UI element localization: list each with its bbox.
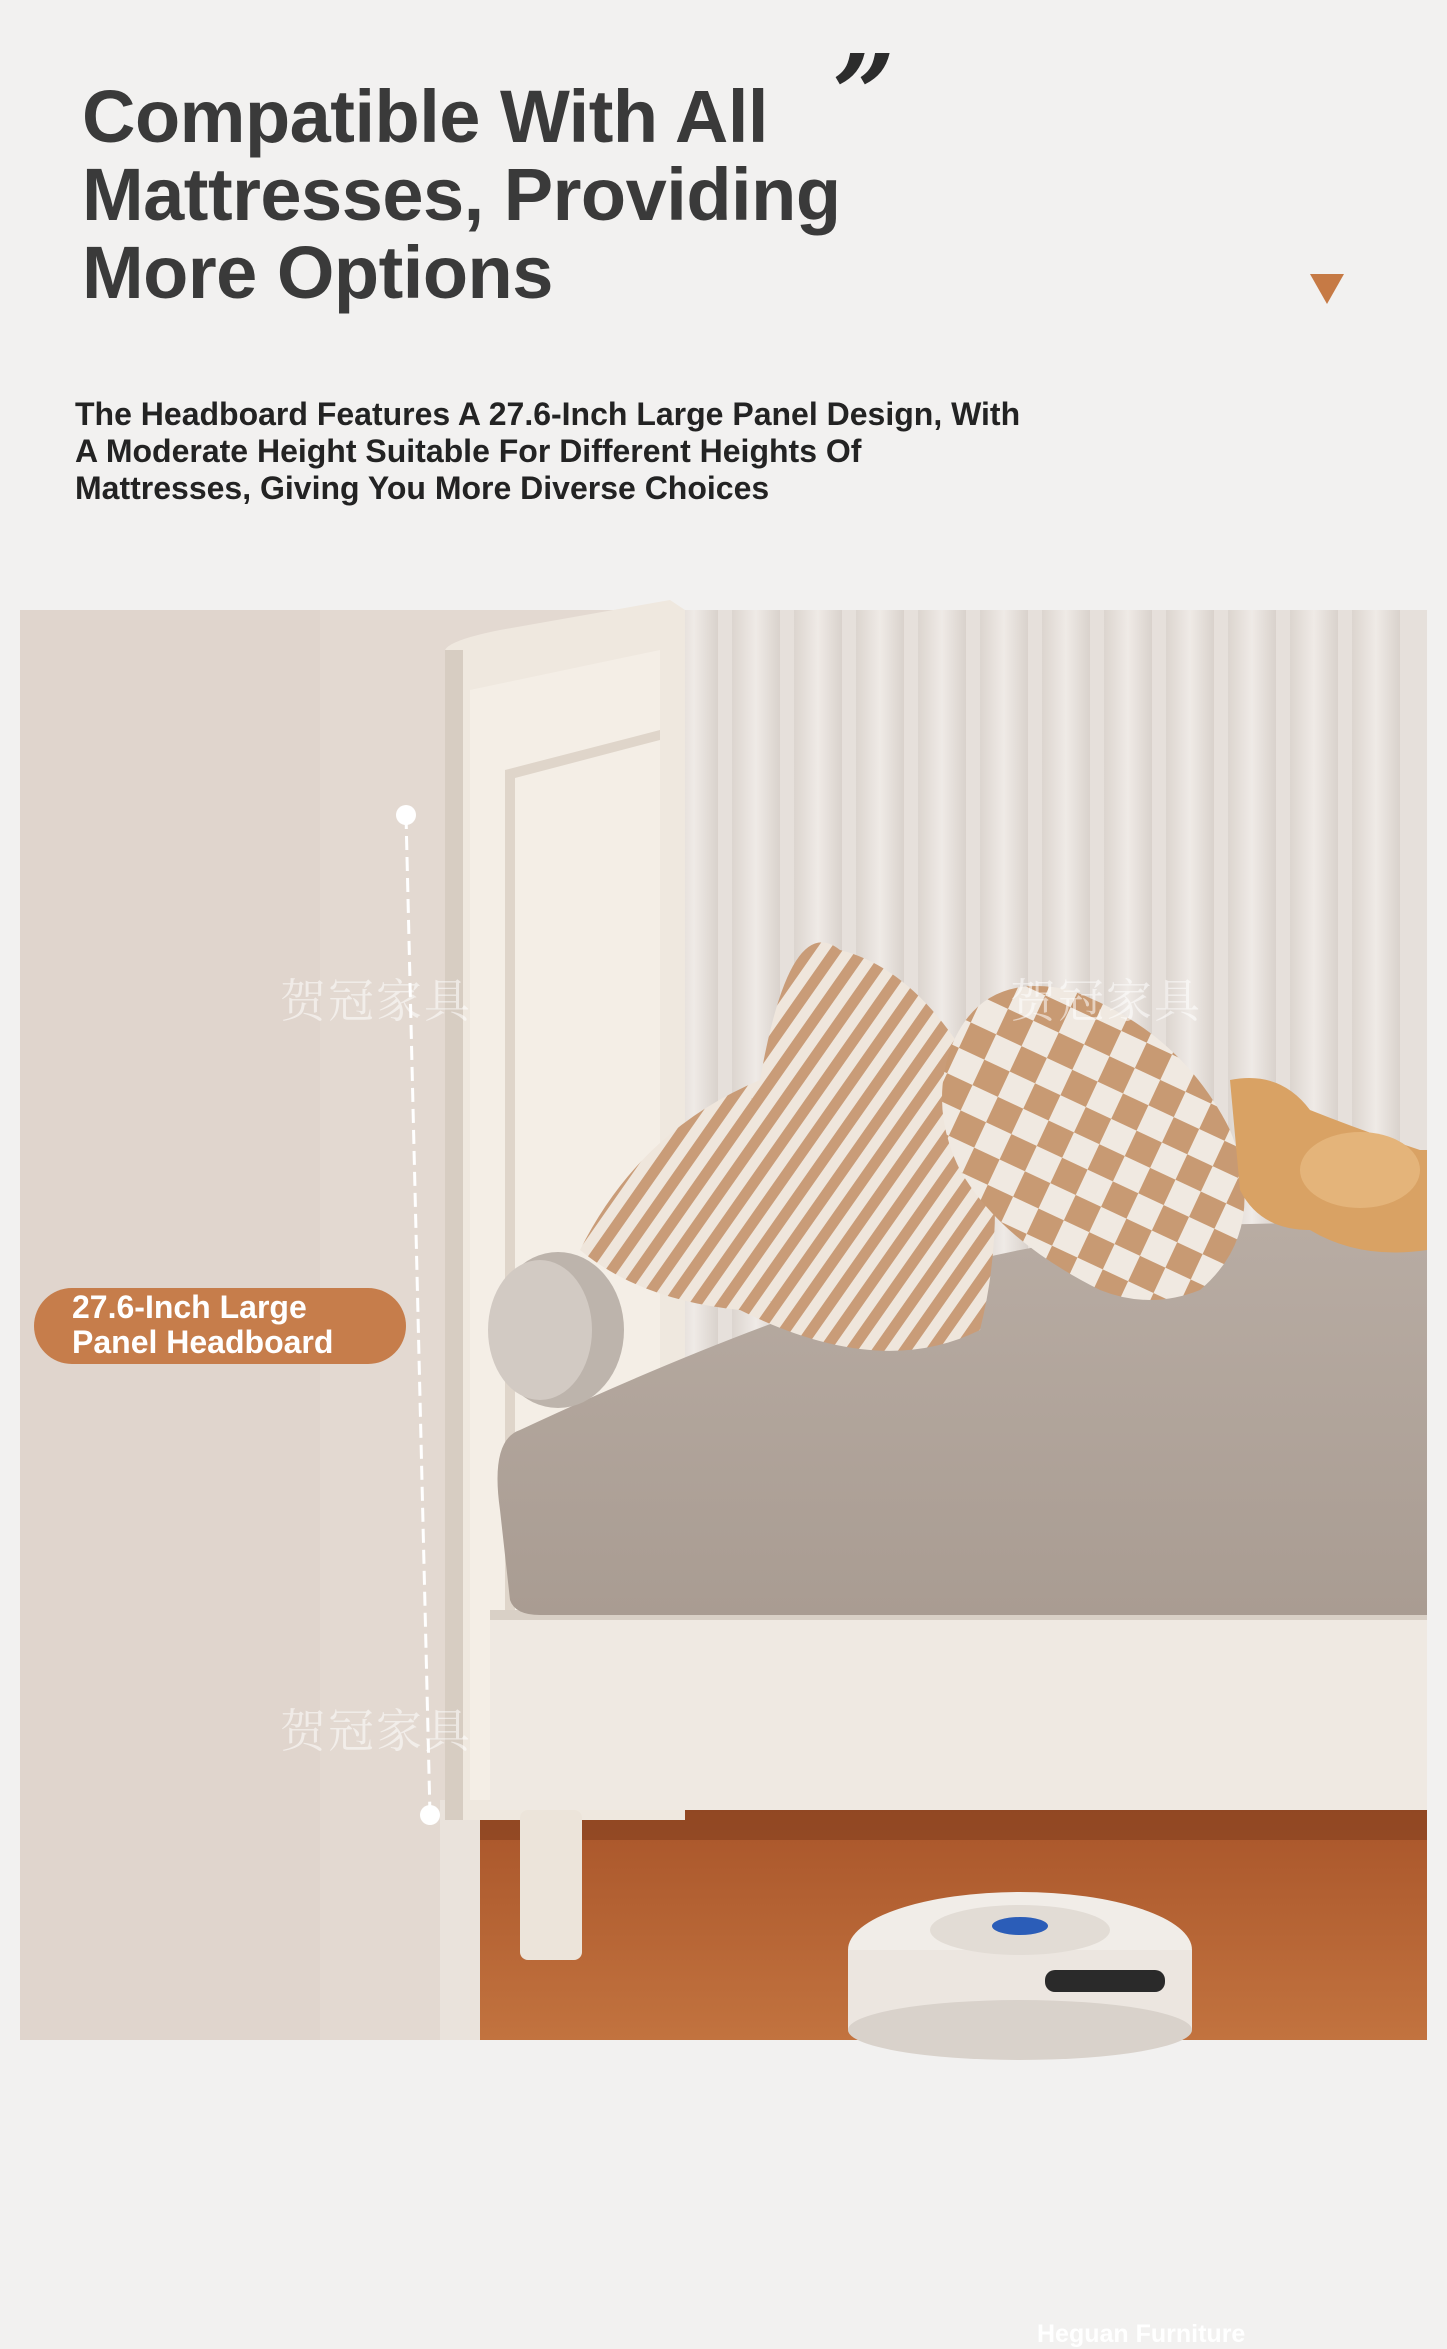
watermark-text: 贺冠家具 — [280, 1704, 472, 1758]
brand-label: Heguan Furniture — [1037, 2320, 1246, 2348]
down-triangle-icon — [1310, 274, 1344, 304]
headboard-height-badge — [34, 1288, 406, 1364]
page-title: Compatible With All Mattresses, Providing More Options — [82, 75, 841, 314]
quote-mark-icon: ” — [832, 30, 896, 159]
watermark-text: 贺冠家具 — [1010, 974, 1202, 1028]
badge-line-1: 27.6-Inch Large — [72, 1289, 307, 1325]
watermark-text: 贺冠家具 — [280, 974, 472, 1028]
page-subtitle: The Headboard Features A 27.6-Inch Large Panel Design, With A Moderate Height Suitable For Different Heights Of Mattresses, Giving You More Diverse Choices — [75, 396, 1021, 506]
badge-line-2: Panel Headboard — [72, 1324, 334, 1360]
